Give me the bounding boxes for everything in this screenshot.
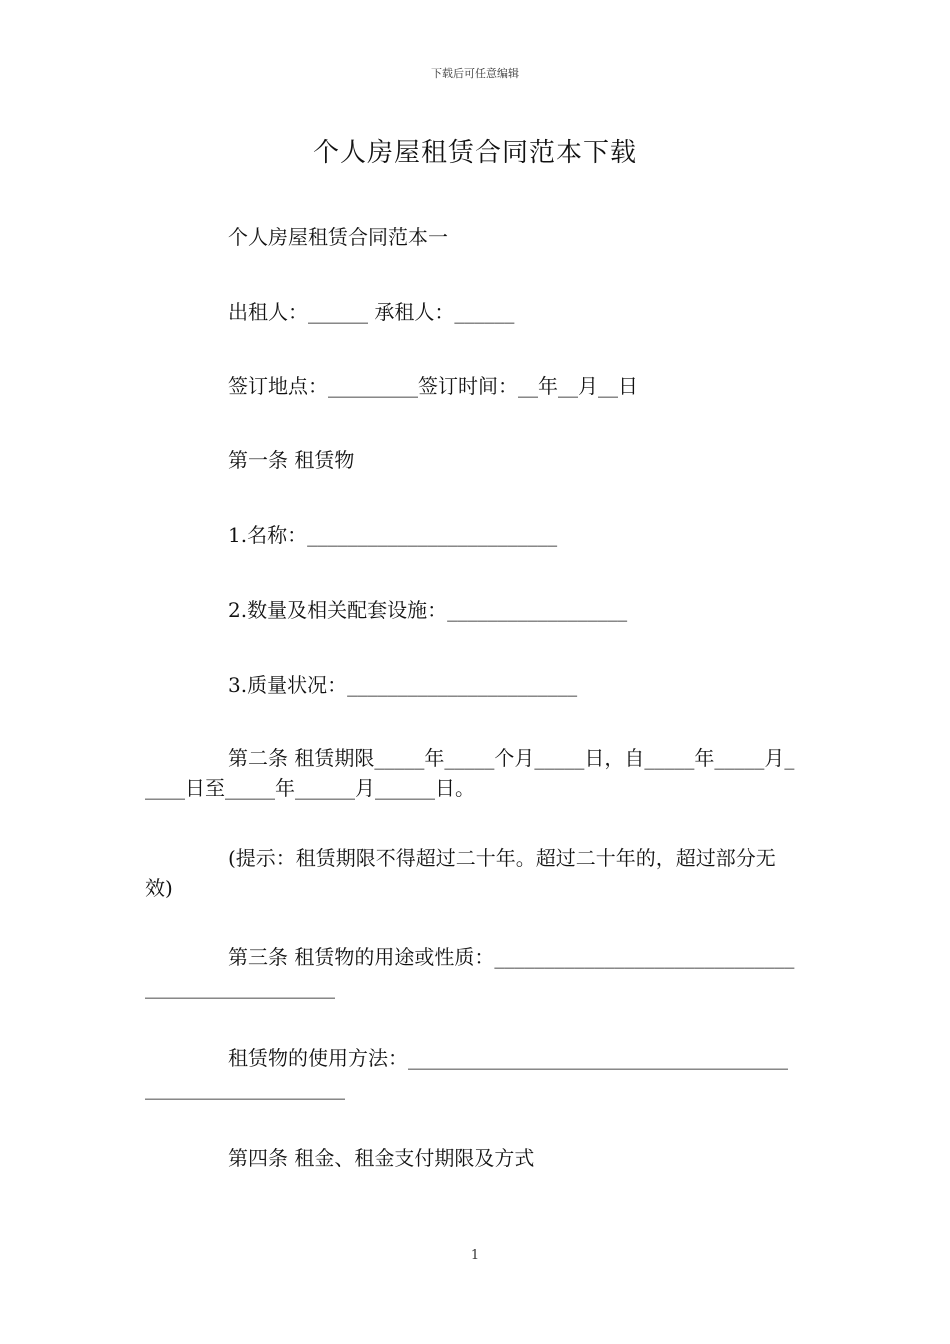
signing-info-line: 签订地点：_________签订时间：__年__月__日	[228, 374, 638, 398]
item-quality-line: 3.质量状况：_______________________	[228, 673, 578, 697]
page-header: 下载后可任意编辑	[431, 67, 519, 80]
document-title: 个人房屋租赁合同范本下载	[312, 138, 637, 168]
article-4-heading: 第四条 租金、租金支付期限及方式	[228, 1146, 535, 1170]
article-1-heading: 第一条 租赁物	[228, 448, 355, 472]
contract-subtitle: 个人房屋租赁合同范本一	[228, 225, 448, 249]
usage-method-line: 租赁物的使用方法：__________________________________________________________	[145, 1046, 788, 1100]
page-number: 1	[470, 1248, 480, 1263]
article-2-lease-term: 第二条 租赁期限_____年_____个月_____日，自_____年_____月_____日至_____年______月______日。	[145, 746, 795, 800]
item-name-line: 1.名称：_________________________	[228, 523, 558, 547]
item-quantity-line: 2.数量及相关配套设施：__________________	[228, 598, 628, 622]
lease-term-note: (提示：租赁期限不得超过二十年。超过二十年的，超过部分无效)	[145, 846, 776, 900]
parties-line: 出租人：______ 承租人：______	[228, 300, 515, 324]
article-3-purpose: 第三条 租赁物的用途或性质：_________________________________________________	[145, 945, 795, 999]
